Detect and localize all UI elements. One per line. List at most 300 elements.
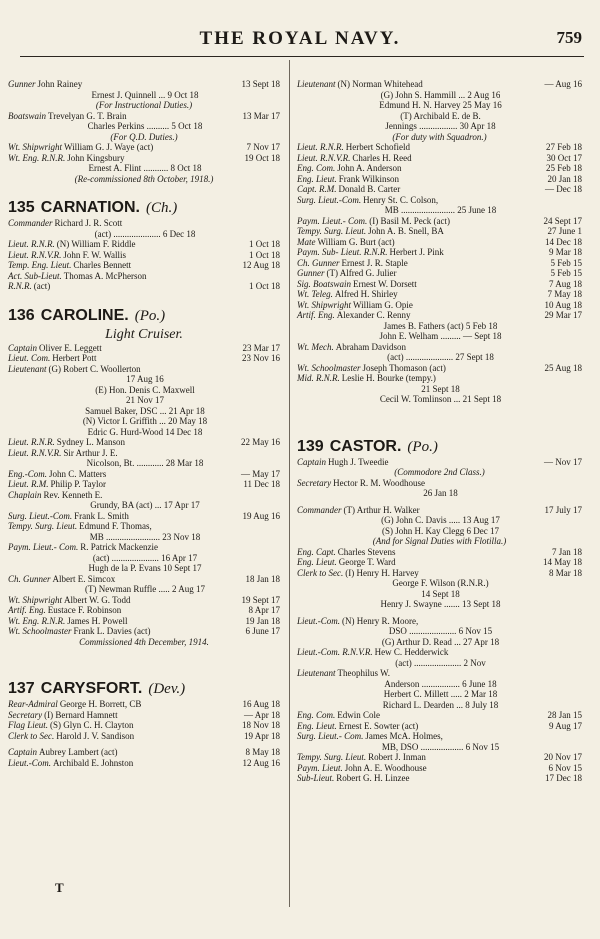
ship-heading bbox=[8, 198, 280, 218]
officer-name: Edric G. Hurd-Wood 14 Dec 18 bbox=[87, 426, 203, 437]
entry-continuation bbox=[297, 679, 582, 690]
note: (For Instructional Duties.) bbox=[95, 100, 193, 110]
officer-name: 26 Jan 18 bbox=[423, 488, 458, 498]
entry-continuation bbox=[297, 578, 582, 589]
officer-name: (T) Alfred G. Julier bbox=[326, 268, 397, 278]
seniority-date: 20 Nov 17 bbox=[544, 752, 582, 762]
rank: Tempy. Surg. Lieut. bbox=[297, 226, 367, 236]
spacer bbox=[297, 405, 582, 437]
officer-name: Sir Arthur J. E. bbox=[63, 447, 118, 458]
officer-name: (N) Norman Whitehead bbox=[337, 79, 423, 89]
rank: Rear-Admiral bbox=[8, 699, 58, 709]
officer-name: Albert E. Simcox bbox=[52, 573, 116, 584]
entry-continuation bbox=[8, 416, 280, 427]
rank: Eng. Com. bbox=[297, 710, 336, 720]
ship-number: 135 bbox=[8, 199, 35, 216]
entry-continuation bbox=[297, 589, 582, 600]
seniority-date: 27 June 1 bbox=[547, 226, 582, 236]
officer-name: Henry St. C. Colson, bbox=[363, 194, 439, 205]
entry-row bbox=[8, 605, 280, 616]
officer-name: Henry J. Swayne ....... 13 Sept 18 bbox=[380, 599, 501, 609]
entry-continuation bbox=[297, 700, 582, 711]
officer-name: William G. J. Waye (act) bbox=[64, 142, 154, 152]
rank: Lieut. R.N.V.R. bbox=[8, 249, 62, 260]
officer-name: John Rainey bbox=[37, 79, 83, 89]
officer-name: Herbert C. Millett ..... 2 Mar 18 bbox=[383, 689, 498, 699]
officer-name: Anderson ................. 6 June 18 bbox=[384, 678, 497, 689]
entry-row bbox=[8, 595, 280, 606]
ship-heading bbox=[8, 306, 280, 326]
ship-port: (Dev.) bbox=[148, 681, 186, 697]
entry-continuation bbox=[297, 637, 582, 648]
rank: Secretary bbox=[8, 709, 43, 720]
rank: Eng. Com. bbox=[297, 163, 336, 173]
column-divider bbox=[289, 60, 290, 907]
rank: Surg. Lieut.- Com. bbox=[297, 731, 364, 741]
seniority-date: 23 Nov 16 bbox=[242, 353, 280, 363]
note: (Re-commissioned 8th October, 1918.) bbox=[74, 173, 214, 184]
rank: Captain bbox=[8, 342, 38, 353]
entry-row bbox=[297, 647, 582, 658]
seniority-date: 19 Aug 16 bbox=[242, 510, 280, 521]
officer-name: Theophilus W. bbox=[337, 668, 391, 678]
entry-continuation bbox=[8, 229, 280, 240]
seniority-date: 7 Jan 18 bbox=[552, 546, 582, 557]
header-rule bbox=[20, 56, 584, 57]
officer-name: Abraham Davidson bbox=[335, 341, 406, 352]
officer-name: Alfred H. Shirley bbox=[334, 289, 398, 299]
officer-name: Hugh de la P. Evans 10 Sept 17 bbox=[88, 563, 202, 573]
officer-name: Edwin Cole bbox=[337, 710, 380, 720]
entry-continuation bbox=[297, 515, 582, 526]
rank: Lieutenant bbox=[297, 79, 336, 89]
officer-name: James B. Fathers (act) 5 Feb 18 bbox=[383, 320, 498, 331]
entry-row bbox=[8, 479, 280, 490]
right-column bbox=[297, 79, 582, 784]
entry-row bbox=[297, 237, 582, 248]
rank: Chaplain bbox=[8, 489, 42, 500]
ship-name: CAROLINE. bbox=[40, 306, 129, 324]
seniority-date: 22 May 16 bbox=[241, 437, 280, 447]
entry-row bbox=[8, 239, 280, 250]
rank: Lieut.-Com. bbox=[297, 615, 341, 626]
entry-continuation bbox=[297, 689, 582, 700]
spacer bbox=[8, 184, 280, 198]
rank: Ch. Gunner bbox=[297, 257, 340, 268]
rank: Wt. Shipwright bbox=[8, 594, 63, 605]
rank: Lieut. R.M. bbox=[8, 479, 49, 489]
entry-row bbox=[8, 79, 280, 90]
entry-row bbox=[297, 79, 582, 90]
entry-continuation bbox=[8, 563, 280, 574]
rank: Eng. Lieut. bbox=[297, 173, 337, 184]
officer-name: George F. Wilson (R.N.R.) bbox=[392, 578, 489, 588]
ship-number: 136 bbox=[8, 306, 35, 324]
seniority-date: 13 Sept 18 bbox=[241, 79, 280, 89]
entry-continuation bbox=[297, 321, 582, 332]
entry-row bbox=[297, 752, 582, 763]
officer-name: Sydney L. Manson bbox=[56, 437, 125, 447]
entry-continuation bbox=[8, 427, 280, 438]
seniority-date: 12 Aug 16 bbox=[242, 757, 280, 768]
officer-name: Ernest A. Flint ........... 8 Oct 18 bbox=[88, 163, 202, 173]
entry-row bbox=[297, 279, 582, 290]
note: Commissioned 4th December, 1914. bbox=[79, 636, 209, 647]
rank: Wt. Teleg. bbox=[297, 289, 333, 299]
seniority-date: 12 Aug 18 bbox=[242, 260, 280, 270]
seniority-date: 13 Mar 17 bbox=[242, 110, 280, 121]
officer-name: (I) Henry H. Harvey bbox=[345, 567, 419, 578]
entry-row bbox=[297, 505, 582, 516]
entry-continuation bbox=[297, 100, 582, 111]
rank: Paym. Lieut. bbox=[297, 762, 343, 773]
officer-name: James McA. Holmes, bbox=[365, 731, 443, 741]
officer-name: Robert G. H. Linzee bbox=[336, 773, 410, 783]
entry-continuation bbox=[297, 331, 582, 342]
officer-name: Richard J. R. Scott bbox=[54, 218, 123, 228]
officer-name: (T) Arthur H. Walker bbox=[343, 504, 420, 515]
ship-number: 139 bbox=[297, 437, 324, 455]
officer-name: R. Patrick Mackenzie bbox=[80, 542, 158, 552]
rank: Paym. Lieut.- Com. bbox=[8, 542, 79, 552]
seniority-date: — Aug 16 bbox=[544, 79, 582, 89]
entry-row bbox=[297, 247, 582, 258]
ship-name: CASTOR. bbox=[329, 437, 402, 455]
entry-row bbox=[297, 310, 582, 321]
officer-name: John E. Welham ......... — Sept 18 bbox=[379, 331, 502, 341]
officer-name: 21 Nov 17 bbox=[126, 395, 164, 405]
officer-name: (G) John C. Davis ..... 13 Aug 17 bbox=[381, 515, 500, 525]
officer-name: Ernest J. Quinnell ... 9 Oct 18 bbox=[91, 89, 199, 100]
rank: Lieut. R.N.V.R. bbox=[8, 447, 62, 458]
entry-row bbox=[8, 616, 280, 627]
entry-continuation bbox=[297, 599, 582, 610]
entry-continuation bbox=[297, 205, 582, 216]
entry-row bbox=[8, 490, 280, 501]
officer-name: John C. Matters bbox=[49, 468, 107, 479]
entry-row bbox=[8, 521, 280, 532]
officer-name: Albert W. G. Todd bbox=[64, 594, 131, 605]
rank: Eng.-Com. bbox=[8, 468, 47, 479]
seniority-date: 19 Sept 17 bbox=[241, 594, 280, 605]
entry-row bbox=[297, 289, 582, 300]
entry-row bbox=[297, 268, 582, 279]
officer-name: Trevelyan G. T. Brain bbox=[48, 110, 127, 121]
entry-row bbox=[297, 226, 582, 237]
officer-name: (T) Newman Ruffle ..... 2 Aug 17 bbox=[84, 584, 206, 594]
officer-name: George H. Borrett, CB bbox=[59, 699, 142, 709]
seniority-date: 19 Oct 18 bbox=[244, 152, 280, 163]
officer-name: Samuel Baker, DSC ... 21 Apr 18 bbox=[85, 405, 205, 416]
seniority-date: 8 May 18 bbox=[245, 747, 280, 757]
entry-row bbox=[297, 568, 582, 579]
officer-name: William G. Burt (act) bbox=[317, 236, 395, 247]
spacer bbox=[8, 292, 280, 306]
officer-name: (N) William F. Riddle bbox=[56, 239, 136, 249]
officer-name: John A. B. Snell, BA bbox=[368, 226, 444, 236]
rank: Commander bbox=[297, 504, 342, 515]
entry-row bbox=[8, 153, 280, 164]
entry-row bbox=[8, 271, 280, 282]
entry-row bbox=[297, 363, 582, 374]
entry-continuation bbox=[8, 121, 280, 132]
officer-name: (N) Henry R. Moore, bbox=[342, 615, 419, 626]
officer-name: (act) ..................... 2 Nov bbox=[395, 657, 486, 668]
entry-row bbox=[297, 174, 582, 185]
officer-name: Aubrey Lambert (act) bbox=[39, 747, 118, 757]
seniority-date: — Apr 18 bbox=[244, 709, 280, 720]
seniority-date: 18 Nov 18 bbox=[242, 720, 280, 730]
entry-row bbox=[297, 457, 582, 468]
seniority-date: 29 Mar 17 bbox=[544, 310, 582, 320]
rank: Wt. Mech. bbox=[297, 341, 334, 352]
officer-name: 17 Aug 16 bbox=[126, 374, 164, 384]
left-column bbox=[8, 79, 280, 768]
seniority-date: 23 Mar 17 bbox=[242, 342, 280, 353]
entry-row bbox=[297, 163, 582, 174]
rank: Surg. Lieut.-Com. bbox=[8, 510, 73, 521]
officer-name: Richard L. Dearden ... 8 July 18 bbox=[382, 699, 499, 710]
entry-row bbox=[8, 758, 280, 769]
rank: Sig. Boatswain bbox=[297, 278, 352, 289]
seniority-date: 30 Oct 17 bbox=[546, 152, 582, 163]
rank: Clerk to Sec. bbox=[297, 567, 344, 578]
entry-row bbox=[297, 710, 582, 721]
seniority-date: 20 Jan 18 bbox=[547, 173, 582, 184]
officer-name: Charles Bennett bbox=[73, 260, 132, 270]
officer-name: Charles Perkins .......... 5 Oct 18 bbox=[87, 121, 203, 131]
seniority-date: 8 Apr 17 bbox=[248, 605, 280, 615]
officer-name: Charles H. Reed bbox=[352, 152, 412, 163]
note: (For Q.D. Duties.) bbox=[110, 131, 178, 142]
entry-row bbox=[8, 720, 280, 731]
rank: Wt. Eng. R.N.R. bbox=[8, 152, 66, 163]
entry-continuation bbox=[297, 111, 582, 122]
entry-continuation bbox=[8, 500, 280, 511]
seniority-date: 25 Aug 18 bbox=[544, 362, 582, 373]
officer-name: 21 Sept 18 bbox=[421, 383, 460, 394]
rank: Gunner bbox=[8, 79, 36, 89]
rank: Lieut.-Com. R.N.V.R. bbox=[297, 647, 373, 657]
officer-name: Nicolson, Bt. ............ 28 Mar 18 bbox=[86, 458, 204, 468]
seniority-date: 14 Dec 18 bbox=[545, 236, 582, 247]
entry-row bbox=[297, 547, 582, 558]
entry-row bbox=[8, 710, 280, 721]
seniority-date: — May 17 bbox=[241, 468, 280, 479]
entry-continuation bbox=[297, 488, 582, 499]
entry-row bbox=[8, 626, 280, 637]
entry-continuation bbox=[8, 374, 280, 385]
entry-continuation bbox=[297, 384, 582, 395]
entry-row bbox=[297, 153, 582, 164]
officer-name: Grundy, BA (act) ... 17 Apr 17 bbox=[90, 500, 200, 510]
rank: Boatswain bbox=[8, 110, 47, 121]
rank: Lieut. R.N.R. bbox=[8, 239, 55, 249]
entry-row bbox=[297, 773, 582, 784]
officer-name: John Kingsbury bbox=[67, 152, 125, 163]
rank: Lieut.-Com. bbox=[8, 757, 52, 768]
rank: Gunner bbox=[297, 268, 325, 278]
officer-name: Joseph Thomason (act) bbox=[362, 362, 446, 373]
officer-name: Donald B. Carter bbox=[338, 184, 401, 194]
page-number: 759 bbox=[556, 28, 582, 47]
entry-row bbox=[8, 111, 280, 122]
officer-name: Hector R. M. Woodhouse bbox=[333, 477, 426, 488]
officer-name: Hugh J. Tweedie bbox=[328, 456, 389, 467]
officer-name: (act) bbox=[33, 281, 51, 291]
seniority-date: 8 Mar 18 bbox=[549, 567, 582, 578]
seniority-date: 6 June 17 bbox=[245, 626, 280, 636]
officer-name: MB ........................ 25 June 18 bbox=[384, 205, 497, 215]
officer-name: (act) ..................... 27 Sept 18 bbox=[387, 352, 494, 362]
entry-row bbox=[8, 218, 280, 229]
rank: Flag Lieut. bbox=[8, 720, 48, 730]
signature-mark: T bbox=[55, 880, 64, 895]
seniority-date: 14 May 18 bbox=[543, 557, 582, 567]
entry-continuation bbox=[8, 406, 280, 417]
officer-name: 14 Sept 18 bbox=[421, 588, 460, 599]
seniority-date: — Nov 17 bbox=[544, 456, 582, 467]
officer-name: Herbert Schofield bbox=[345, 142, 410, 152]
rank: Captain bbox=[297, 456, 327, 467]
rank: Wt. Schoolmaster bbox=[8, 626, 72, 636]
seniority-date: 7 Aug 18 bbox=[548, 278, 582, 289]
seniority-date: 10 Aug 18 bbox=[544, 299, 582, 310]
officer-name: Herbert Pott bbox=[52, 353, 97, 363]
entry-continuation bbox=[297, 352, 582, 363]
officer-name: Frank L. Smith bbox=[74, 510, 129, 521]
officer-name: William G. Opie bbox=[353, 299, 413, 310]
rank: Tempy. Surg. Lieut. bbox=[297, 752, 367, 762]
officer-name: Alexander C. Renny bbox=[336, 310, 411, 320]
officer-name: John A. Anderson bbox=[337, 163, 402, 173]
entry-continuation bbox=[8, 584, 280, 595]
seniority-date: 5 Feb 15 bbox=[550, 257, 582, 268]
entry-row bbox=[8, 281, 280, 292]
officer-name: (act) ..................... 6 Dec 18 bbox=[94, 228, 196, 239]
rank: Paym. Sub- Lieut. R.N.R. bbox=[297, 247, 388, 257]
entry-row bbox=[8, 542, 280, 553]
entry-row bbox=[8, 747, 280, 758]
ship-port: (Ch.) bbox=[145, 200, 178, 216]
entry-continuation bbox=[297, 394, 582, 405]
officer-name: Oliver E. Leggett bbox=[39, 342, 102, 353]
officer-name: MB ........................ 23 Nov 18 bbox=[89, 531, 201, 542]
entry-row bbox=[8, 260, 280, 271]
entry-row bbox=[297, 557, 582, 568]
rank: Wt. Eng. R.N.R. bbox=[8, 615, 66, 626]
entry-continuation bbox=[8, 163, 280, 174]
seniority-date: 7 Nov 17 bbox=[246, 142, 280, 152]
entry-row bbox=[8, 699, 280, 710]
rank: Secretary bbox=[297, 477, 332, 488]
officer-name: Ernest E. Sowter (act) bbox=[338, 720, 419, 731]
entry-row bbox=[297, 184, 582, 195]
ship-name: CARYSFORT. bbox=[40, 680, 143, 697]
officer-name: DSO ..................... 6 Nov 15 bbox=[388, 626, 493, 636]
note: (For duty with Squadron.) bbox=[392, 131, 487, 142]
seniority-date: 19 Jan 18 bbox=[245, 615, 280, 626]
ship-class: Light Cruiser. bbox=[105, 326, 183, 342]
officer-name: John F. W. Wallis bbox=[63, 249, 126, 260]
entry-continuation bbox=[297, 658, 582, 669]
officer-name: (N) Victor I. Griffith ... 20 May 18 bbox=[82, 416, 208, 426]
officer-name: Edmund F. Thomas, bbox=[79, 521, 152, 531]
rank: Clerk to Sec. bbox=[8, 730, 55, 741]
rank: Mid. R.N.R. bbox=[297, 373, 340, 383]
officer-name: (G) Robert C. Woollerton bbox=[48, 363, 141, 374]
seniority-date: 17 July 17 bbox=[544, 504, 582, 515]
rank: Artif. Eng. bbox=[8, 605, 46, 615]
entry-row bbox=[8, 437, 280, 448]
seniority-date: 19 Apr 18 bbox=[244, 730, 280, 741]
rank: Mate bbox=[297, 236, 316, 247]
officer-name: Cecil W. Tomlinson ... 21 Sept 18 bbox=[379, 394, 502, 404]
seniority-date: 1 Oct 18 bbox=[249, 239, 280, 249]
officer-name: MB, DSO ................... 6 Nov 15 bbox=[381, 741, 500, 752]
rank: Commander bbox=[8, 218, 53, 228]
rank: Surg. Lieut.-Com. bbox=[297, 194, 362, 205]
entry-continuation bbox=[297, 626, 582, 637]
rank: Lieut. R.N.V.R. bbox=[297, 152, 351, 163]
rank: Act. Sub-Lieut. bbox=[8, 270, 62, 281]
officer-name: James H. Powell bbox=[67, 615, 128, 626]
officer-name: Hew C. Hedderwick bbox=[374, 647, 449, 657]
entry-row bbox=[297, 373, 582, 384]
entry-continuation bbox=[8, 553, 280, 564]
note: (Commodore 2nd Class.) bbox=[394, 467, 485, 477]
entry-row bbox=[297, 195, 582, 206]
seniority-date: 25 Feb 18 bbox=[546, 163, 582, 173]
entry-row bbox=[297, 216, 582, 227]
rank: Eng. Lieut. bbox=[297, 557, 337, 567]
seniority-date: 9 Aug 17 bbox=[548, 720, 582, 731]
rank: Tempy. Surg. Lieut. bbox=[8, 521, 78, 531]
rank: Lieutenant bbox=[297, 668, 336, 678]
seniority-date: 28 Jan 15 bbox=[547, 710, 582, 720]
officer-name: Philip P. Taylor bbox=[50, 479, 106, 489]
seniority-date: 7 May 18 bbox=[547, 289, 582, 299]
entry-row bbox=[297, 142, 582, 153]
seniority-date: 24 Sept 17 bbox=[543, 215, 582, 226]
entry-row bbox=[297, 721, 582, 732]
entry-row bbox=[8, 469, 280, 480]
officer-name: (E) Hon. Denis C. Maxwell bbox=[95, 384, 195, 395]
seniority-date: 1 Oct 18 bbox=[249, 249, 280, 260]
officer-name: Jennings ................. 30 Apr 18 bbox=[385, 121, 496, 131]
entry-row bbox=[8, 364, 280, 375]
rank: Eng. Lieut. bbox=[297, 720, 337, 731]
officer-name: (G) Arthur D. Read ... 27 Apr 18 bbox=[381, 636, 500, 647]
entry-continuation bbox=[8, 532, 280, 543]
seniority-date: 9 Mar 18 bbox=[549, 247, 582, 257]
seniority-date: 17 Dec 18 bbox=[545, 773, 582, 783]
entry-row bbox=[8, 353, 280, 364]
entry-row bbox=[297, 668, 582, 679]
officer-name: Herbert J. Pink bbox=[389, 247, 444, 257]
ship-heading bbox=[8, 679, 280, 699]
rank: Artif. Eng. bbox=[297, 310, 335, 320]
rank: Captain bbox=[8, 747, 38, 757]
note: (And for Signal Duties with Flotilla.) bbox=[372, 536, 507, 546]
ship-heading bbox=[297, 437, 582, 457]
rank: R.N.R. bbox=[8, 281, 32, 291]
rank: Lieut. Com. bbox=[8, 353, 51, 363]
entry-continuation bbox=[8, 395, 280, 406]
officer-name: Archibald E. Johnston bbox=[53, 757, 134, 768]
entry-continuation bbox=[8, 458, 280, 469]
officer-name: Frank Wilkinson bbox=[338, 173, 399, 184]
